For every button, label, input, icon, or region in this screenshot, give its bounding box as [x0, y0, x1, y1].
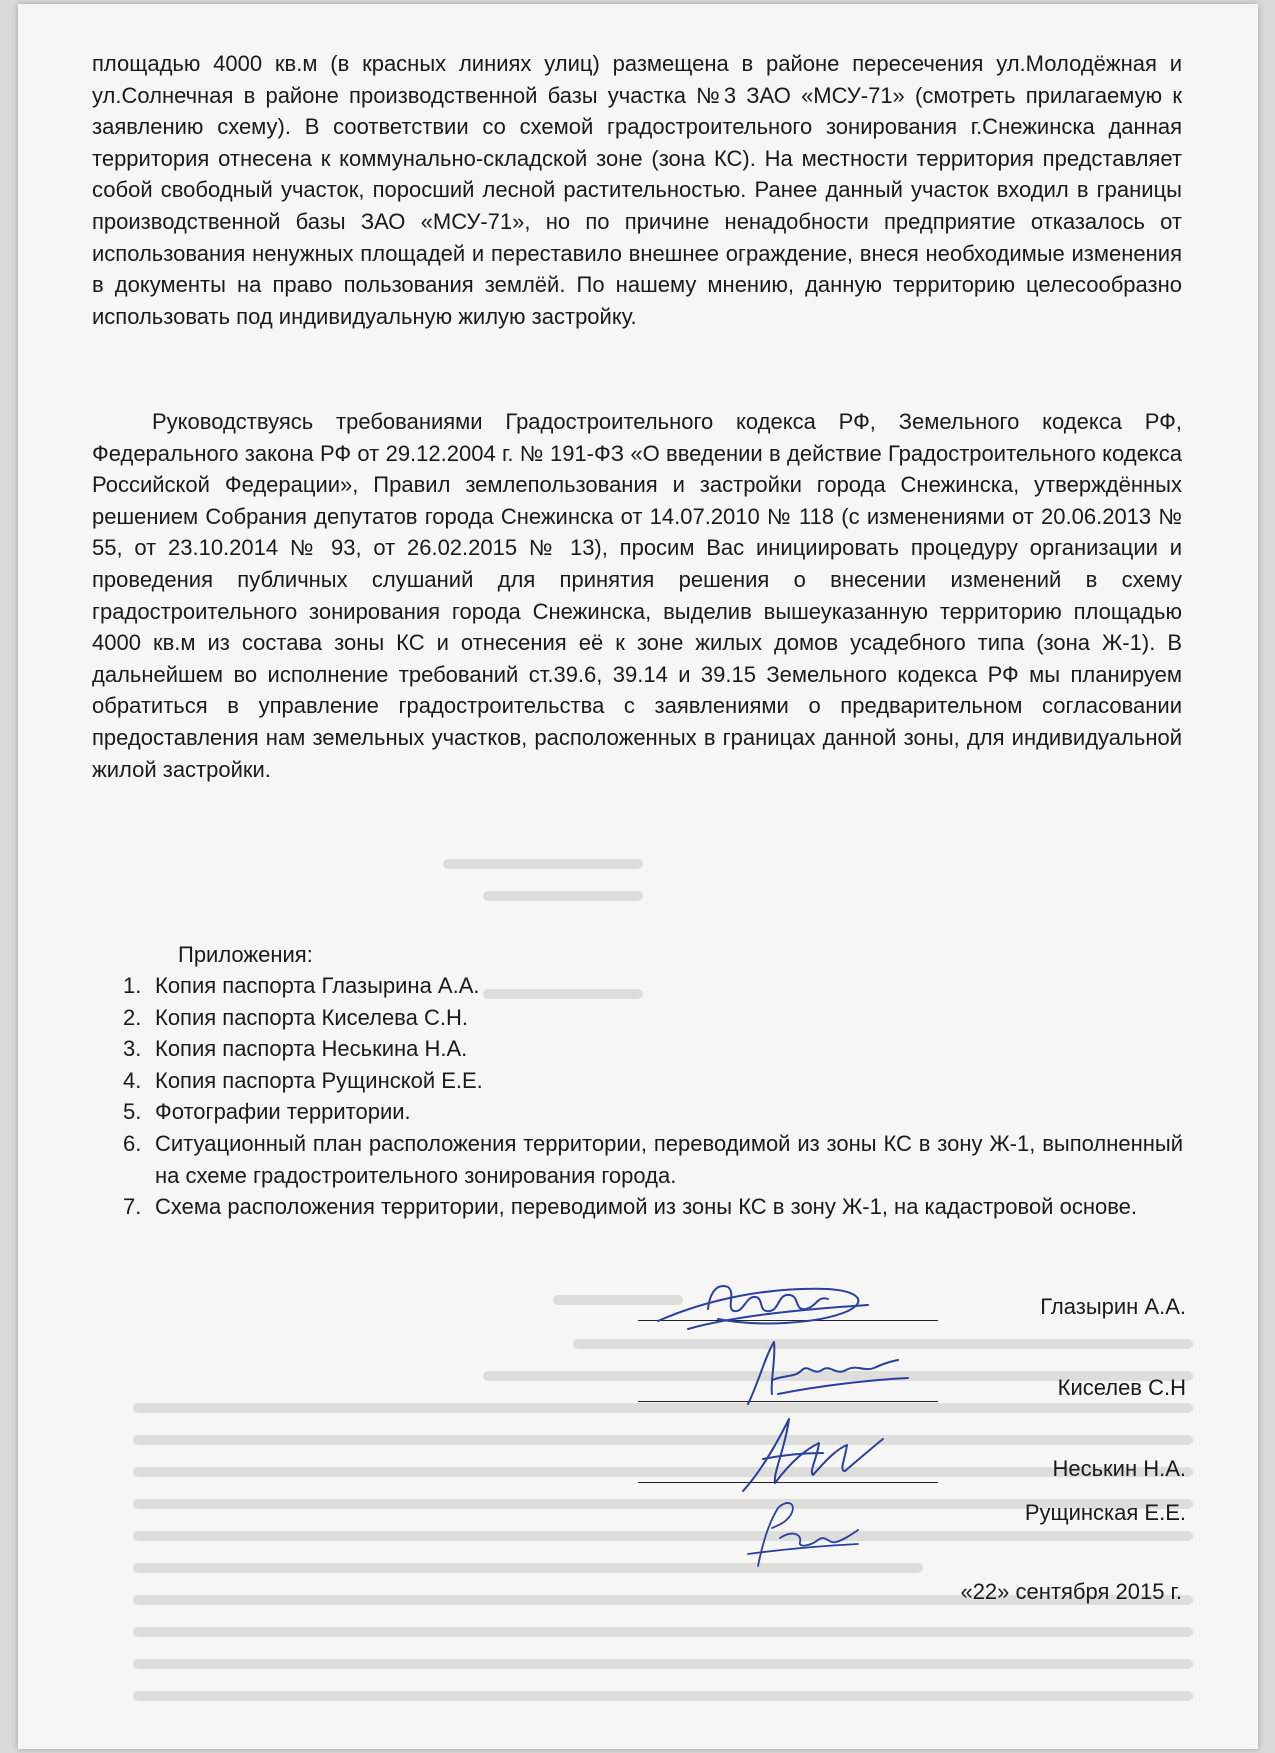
list-item [123, 1002, 1183, 1034]
attachments-title: Приложения: [178, 942, 313, 967]
body-paragraph-1 [92, 48, 1182, 332]
item-number: 1. [123, 973, 142, 998]
signer-name: Рущинская Е.Е. [1024, 1500, 1186, 1525]
item-number: 7. [123, 1194, 142, 1220]
paragraph-text: площадью 4000 кв.м (в красных линиях улиц) размещена в районе пересечения ул.Молодёжная и ул.Солнечная в районе производственной базы участка №3 ЗАО «МСУ-71» (смотреть прилагаемую к заявлению схему). В соответствии со схемой градостроительного зонирования г.Снежинска данная территория отнесена к коммунально-складской зоне (зона КС). На местности территория представляет собой свободный участок, поросший лесной растительностью. Ранее данный участок входил в границы производственной базы ЗАО «МСУ-71», но по причине ненадобности предприятие отказалось от использования ненужных площадей и переставило внешнее ограждение, внеся необходимые изменения в документы на право пользования землёй. По нашему мнению, данную территорию целесообразно использовать под индивидуальную жилую застройку. [92, 51, 1182, 329]
list-item [123, 970, 1183, 1002]
document-page [18, 4, 1258, 1749]
signature-neskin [723, 1409, 903, 1499]
paragraph-text: Руководствуясь требованиями Градостроительного кодекса РФ, Земельного кодекса РФ, Федерального закона РФ от 29.12.2004 г. № 191-ФЗ «О введении в действие Градостроительного кодекса Российской Федерации», Правил землепользования и застройки города Снежинска, утверждённых решением Собрания депутатов города Снежинска от 14.07.2010 № 118 (с изменениями от 20.06.2013 № 55, от 23.10.2014 № 93, от 26.02.2015 № 13), просим Вас инициировать процедуру организации и проведения публичных слушаний для принятия решения о внесении изменений в схему градостроительного зонирования города Снежинска, выделив вышеуказанную территорию площадью 4000 кв.м из состава зоны КС и отнесения её к зоне жилых домов усадебного типа (зона Ж-1). В дальнейшем во исполнение требований ст.39.6, 39.14 и 39.15 Земельного кодекса РФ мы планируем обратиться в управление градостроительства с заявлениями о предварительном согласовании предоставления нам земельных участков, расположенных в границах данной зоны, для индивидуальной жилой застройки. [92, 409, 1182, 782]
item-number: 2. [123, 1004, 142, 1030]
signature-glazyrin [648, 1269, 878, 1339]
list-item [123, 1033, 1183, 1065]
item-text: Ситуационный план расположения территории, переводимой из зоны КС в зону Ж-1, выполненный на схеме градостроительного зонирования города. [155, 1130, 1183, 1188]
item-text: Копия паспорта Киселева С.Н. [155, 1004, 468, 1030]
body-paragraph-2 [92, 406, 1182, 785]
item-text: Фотографии территории. [155, 1099, 411, 1125]
list-item [123, 1191, 1183, 1223]
signer-name: Неськин Н.А. [1052, 1456, 1186, 1481]
attachments-list [123, 970, 1183, 1223]
signer-name: Киселев С.Н [1057, 1375, 1186, 1400]
list-item [123, 1128, 1183, 1191]
item-text: Схема расположения территории, переводимой из зоны КС в зону Ж-1, на кадастровой основе. [155, 1194, 1137, 1220]
item-number: 4. [123, 1067, 142, 1093]
item-text: Копия паспорта Неськина Н.А. [155, 1036, 468, 1062]
item-text: Копия паспорта Глазырина А.А. [155, 973, 480, 998]
list-item [123, 1065, 1183, 1097]
signature-kiselev [718, 1334, 918, 1414]
signature-row-3 [638, 1456, 1186, 1486]
item-number: 3. [123, 1036, 142, 1062]
signer-name: Глазырин А.А. [1040, 1294, 1186, 1319]
list-item [123, 1096, 1183, 1128]
signature-rushchinskaya [728, 1494, 878, 1574]
signature-row-4 [638, 1500, 1186, 1530]
item-number: 5. [123, 1099, 142, 1125]
item-number: 6. [123, 1130, 142, 1156]
item-text: Копия паспорта Рущинской Е.Е. [155, 1067, 483, 1093]
document-date: «22» сентября 2015 г. [960, 1579, 1182, 1604]
